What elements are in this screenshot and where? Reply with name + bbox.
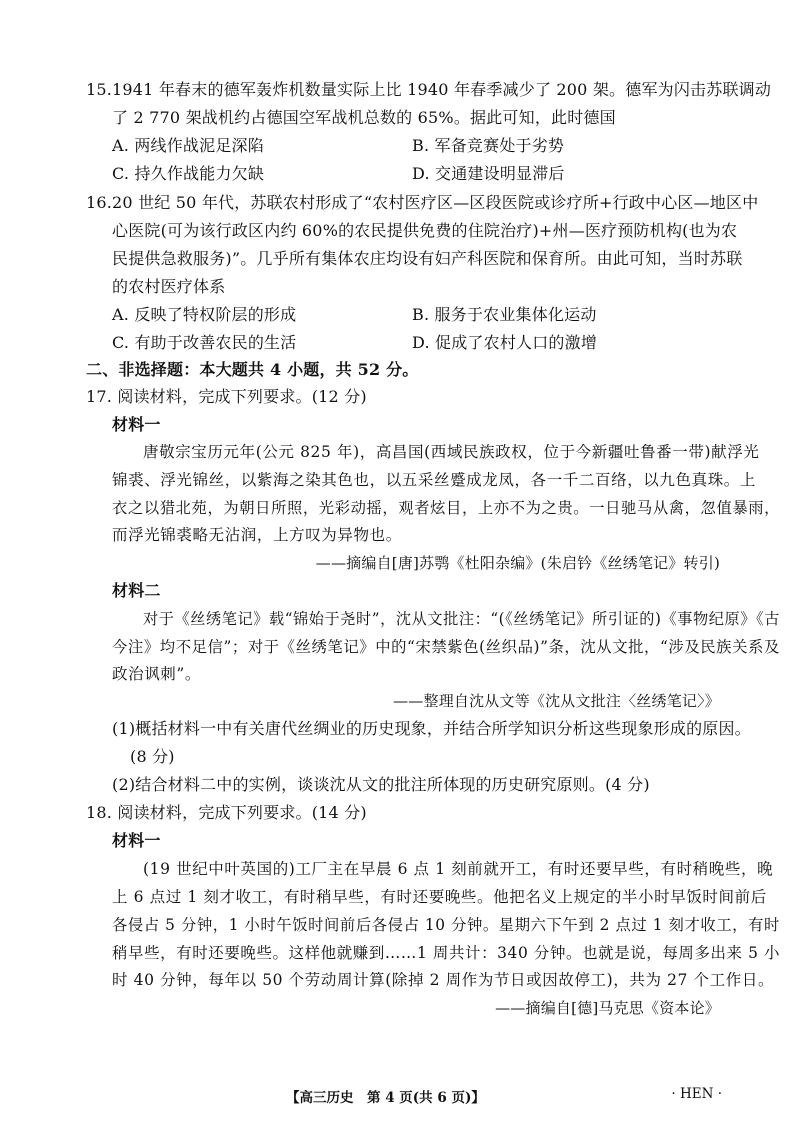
q18-material1-line5: 时 40 分钟，每年以 50 个劳动周计算(除掉 2 周作为节日或因故停工)，共为 27 个工作日。 bbox=[112, 971, 775, 989]
q16-option-d: D. 促成了农村人口的激增 bbox=[412, 333, 598, 352]
q18-material1-line1: (19 世纪中叶英国的)工厂主在早晨 6 点 1 刻前就开工，有时还要早些，有时稍晚些，晚 bbox=[143, 860, 774, 878]
q17-material1-line1: 唐敬宗宝历元年(公元 825 年)，高昌国(西域民族政权，位于今新疆吐鲁番一带)献浮光 bbox=[143, 443, 760, 461]
q17-material2-line1: 对于《丝绣笔记》载“锦始于尧时”，沈从文批注：“(《丝绣笔记》所引证的)《事物纪原》《古 bbox=[143, 610, 780, 628]
q17-subquestion1-line1: (1)概括材料一中有关唐代丝绸业的历史现象，并结合所学知识分析这些现象形成的原因。 bbox=[112, 719, 751, 738]
page-footer-code: · HEN · bbox=[671, 1086, 722, 1102]
q17-stem: 17. 阅读材料，完成下列要求。(12 分) bbox=[86, 387, 367, 406]
q15-option-d: D. 交通建设明显滞后 bbox=[412, 164, 565, 183]
q16-option-b: B. 服务于农业集体化运动 bbox=[412, 305, 597, 324]
q18-material1-line3: 各侵占 5 分钟，1 小时午饭时间前后各侵占 10 分钟。星期六下午到 2 点过 1 刻才收工，有时 bbox=[112, 916, 780, 934]
q17-material2-label: 材料二 bbox=[112, 581, 161, 600]
q16-stem-line2: 心医院(可为该行政区内约 60%的农民提供免费的住院治疗)+州—医疗预防机构(也为农 bbox=[112, 221, 738, 240]
q17-subquestion2: (2)结合材料二中的实例，谈谈沈从文的批注所体现的历史研究原则。(4 分) bbox=[112, 775, 650, 794]
q16-stem-line3: 民提供急救服务)”。几乎所有集体农庄均设有妇产科医院和保育所。由此可知，当时苏联 bbox=[112, 249, 743, 268]
q16-option-a: A. 反映了特权阶层的形成 bbox=[112, 305, 297, 324]
q17-material2-source: ——整理自沈从文等《沈从文批注〈丝绣笔记〉》 bbox=[393, 692, 720, 710]
q18-material1-line2: 上 6 点过 1 刻才收工，有时稍早些，有时还要晚些。他把名义上规定的半小时早饭时间前后 bbox=[112, 888, 767, 906]
q18-material1-label: 材料一 bbox=[112, 831, 161, 850]
q16-stem-line4: 的农村医疗体系 bbox=[112, 277, 226, 296]
q17-material1-source: ——摘编自[唐]苏鹗《杜阳杂编》(朱启钤《丝绣笔记》转引) bbox=[315, 554, 720, 572]
section2-heading: 二、非选择题：本大题共 4 小题，共 52 分。 bbox=[86, 360, 419, 379]
q16-stem-line1: 16.20 世纪 50 年代，苏联农村形成了“农村医疗区—区段医院或诊疗所+行政中心区—地区中 bbox=[86, 193, 759, 212]
q15-option-b: B. 军备竞赛处于劣势 bbox=[412, 136, 565, 155]
q18-material1-line4: 稍早些，有时还要晚些。这样他就赚到……1 周共计：340 分钟。也就是说，每周多出来 5 小 bbox=[112, 944, 781, 962]
q17-material1-line3: 衣之以猎北苑，为朝日所照，光彩动摇，观者炫目，上亦不为之贵。一日驰马从禽，忽值暴雨， bbox=[112, 499, 781, 517]
q17-material2-line3: 政治讽刺”。 bbox=[112, 665, 202, 683]
q18-material1-source: ——摘编自[德]马克思《资本论》 bbox=[495, 999, 720, 1017]
q17-material1-label: 材料一 bbox=[112, 415, 161, 434]
q15-option-c: C. 持久作战能力欠缺 bbox=[112, 164, 265, 183]
page-footer-label: 【高三历史 第 4 页(共 6 页)】 bbox=[286, 1090, 485, 1106]
q15-stem-line1: 15.1941 年春末的德军轰炸机数量实际上比 1940 年春季减少了 200 架。德军为闪击苏联调动 bbox=[86, 80, 772, 99]
q17-material1-line4: 而浮光锦裘略无沾润，上方叹为异物也。 bbox=[112, 526, 402, 544]
q17-material1-line2: 锦裘、浮光锦丝，以紫海之染其色也，以五采丝蹙成龙凤，各一千二百络，以九色真珠。上 bbox=[112, 471, 757, 489]
q18-stem: 18. 阅读材料，完成下列要求。(14 分) bbox=[86, 803, 367, 822]
q17-material2-line2: 今注》均不足信”；对于《丝绣笔记》中的“宋禁紫色(丝织品)”条，沈从文批，“涉及民族关系及 bbox=[112, 638, 780, 656]
q15-option-a: A. 两线作战泥足深陷 bbox=[112, 136, 264, 155]
q17-subquestion1-line2: (8 分) bbox=[130, 747, 175, 766]
q15-stem-line2: 了 2 770 架战机约占德国空军战机总数的 65%。据此可知，此时德国 bbox=[112, 108, 616, 127]
q16-option-c: C. 有助于改善农民的生活 bbox=[112, 333, 297, 352]
